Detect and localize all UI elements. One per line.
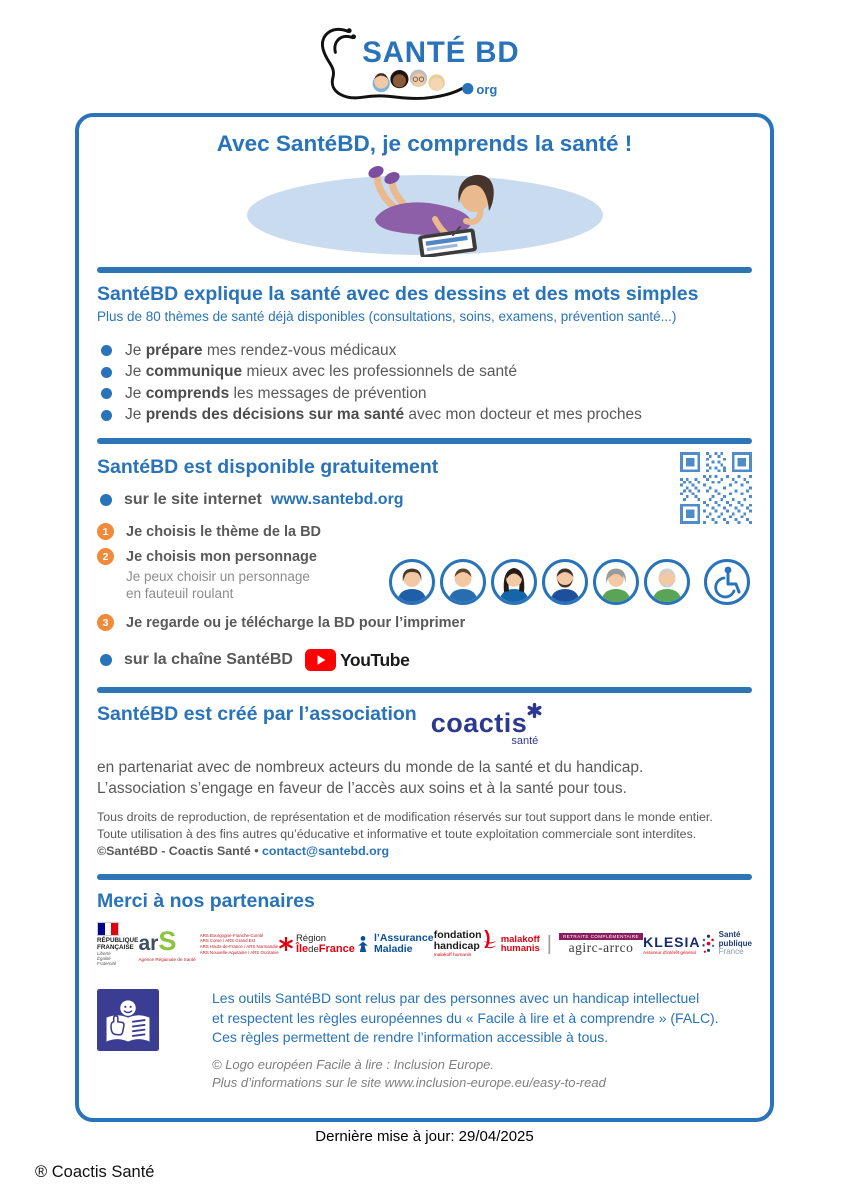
sante-publique-france-logo: Santé publique France <box>701 931 752 957</box>
section-divider <box>97 267 752 273</box>
fondation-handicap-logo: fondation handicap ) malakoff humanis <box>433 928 491 958</box>
contact-email-link[interactable]: contact@santebd.org <box>261 844 390 858</box>
youtube-wordmark: YouTube <box>339 649 410 670</box>
assurance-figure-icon <box>355 935 371 953</box>
coactis-sante-logo: coactis santé <box>431 703 543 747</box>
bullet-dot-icon <box>100 654 112 666</box>
bullet-dot-icon <box>101 367 112 378</box>
french-flag-icon <box>97 922 119 936</box>
falc-text-line: et respectent les règles européennes du « Facile à lire et à comprendre » (FALC). <box>212 1009 719 1026</box>
brand-text: SANTÉ BD <box>362 35 520 69</box>
falc-text-line: Les outils SantéBD sont relus par des personnes avec un handicap intellectuel <box>212 990 700 1006</box>
section-divider <box>97 874 752 880</box>
faces-illustration <box>373 70 445 93</box>
brand-tld: org <box>476 81 498 97</box>
wheelchair-icon <box>704 559 750 605</box>
step-note: Je peux choisir un personnage en fauteuil roulant <box>126 569 310 601</box>
avatar-girl-icon <box>389 559 435 605</box>
character-avatars <box>384 559 750 605</box>
republique-francaise-logo: RÉPUBLIQUE FRANÇAISE Liberté Égalité Fraternité <box>97 922 138 966</box>
hero-illustration <box>79 157 770 261</box>
section-partners <box>97 890 752 965</box>
falc-text-line: Ces règles permettent de rendre l’information accessible à tous. <box>212 1029 609 1045</box>
available-heading: SantéBD est disponible gratuitement <box>97 456 439 478</box>
created-heading: SantéBD est créé par l’association <box>97 703 417 725</box>
avatar-older-woman-icon <box>593 559 639 605</box>
step-number-badge: 1 <box>97 523 114 540</box>
spf-dots-icon <box>701 934 716 954</box>
section-created <box>97 703 752 860</box>
list-item: Je communique mieux avec les professionnels de santé <box>97 362 752 384</box>
section-divider <box>97 438 752 444</box>
avatar-woman-icon <box>491 559 537 605</box>
explain-subheading: Plus de 80 thèmes de santé déjà disponibles (consultations, soins, examens, prévention santé...) <box>97 309 677 324</box>
explain-heading: SantéBD explique la santé avec des dessins et des mots simples <box>97 283 699 305</box>
avatar-older-man-icon <box>644 559 690 605</box>
idf-star-icon <box>279 937 293 951</box>
website-label: sur le site internet <box>124 491 262 508</box>
main-frame <box>75 113 774 1122</box>
malakoff-humanis-agirc-arrco-logo: malakoff humanis | RETRAITE COMPLÉMENTAIRE agirc-arrco <box>482 933 643 956</box>
easy-to-read-logo <box>97 989 159 1092</box>
step-number-badge: 2 <box>97 548 114 565</box>
website-link[interactable]: www.santebd.org <box>270 491 404 508</box>
trademark-text: ® Coactis Santé <box>35 1163 155 1181</box>
section-available <box>97 456 752 671</box>
page-title: Avec SantéBD, je comprends la santé ! <box>216 131 633 156</box>
step-item: 2 Je choisis mon personnage <box>97 548 752 565</box>
list-item: Je prépare mes rendez-vous médicaux <box>97 340 752 362</box>
partners-heading: Merci à nos partenaires <box>97 890 315 912</box>
last-updated-text: Dernière mise à jour: 29/04/2025 <box>315 1128 534 1145</box>
avatar-boy-icon <box>440 559 486 605</box>
avatar-man-icon <box>542 559 588 605</box>
falc-block <box>97 989 752 1092</box>
step-item: 1 Je choisis le thème de la BD <box>97 523 752 540</box>
youtube-link[interactable] <box>305 649 409 671</box>
list-item: Je prends des décisions sur ma santé avec mon docteur et mes proches <box>97 405 752 427</box>
list-item: Je comprends les messages de prévention <box>97 383 752 405</box>
youtube-play-icon <box>305 649 336 671</box>
bullet-dot-icon <box>100 494 112 506</box>
bullet-dot-icon <box>101 410 112 421</box>
klesia-logo: KLESIA Assureur d’intérêt général <box>643 933 701 955</box>
santebd-logo <box>0 18 849 115</box>
step-item: 3 Je regarde ou je télécharge la BD pour l’imprimer <box>97 614 752 631</box>
bullet-dot-icon <box>101 388 112 399</box>
bullet-dot-icon <box>101 345 112 356</box>
section-divider <box>97 687 752 693</box>
partnership-paragraph: en partenariat avec de nombreux acteurs du monde de la santé et du handicap. L’association s’engage en faveur de l’accès aux soins et à la santé pour tous. <box>97 759 644 797</box>
ars-logo: arS Agence Régionale de Santé ARS Bourgogne-Franche-Comté ARS Corse / ARS Grand Est ARS Hauts-de-France / ARS Normandie ARS Nouvelle-Aquitaine / ARS Occitanie <box>138 926 279 962</box>
partner-logos-row <box>97 923 752 965</box>
coactis-flower-icon <box>527 703 542 718</box>
youtube-label: sur la chaîne SantéBD <box>124 651 293 668</box>
section-explain <box>97 283 752 426</box>
benefit-list <box>97 340 752 426</box>
assurance-maladie-logo: l’Assurance Maladie <box>355 933 434 955</box>
youtube-row <box>97 649 752 671</box>
qr-code-icon <box>680 452 752 524</box>
falc-credit: © Logo européen Facile à lire : Inclusion Europe. Plus d’informations sur le site www.inclusion-europe.eu/easy-to-read <box>212 1056 606 1090</box>
santebd-logo-icon <box>312 18 537 110</box>
website-row <box>97 491 752 509</box>
girl-with-tablet-icon <box>225 157 625 257</box>
legal-text: Tous droits de reproduction, de représentation et de modification réservés sur tout support dans le monde entier. Toute utilisation à des fins autres qu’éducative et informative et toute exploitation commerciale sont interdites. ©SantéBD - Coactis Santé • contact@santebd.org <box>97 810 713 858</box>
step-number-badge: 3 <box>97 614 114 631</box>
region-ile-de-france-logo: Région ÎledeFrance <box>279 934 355 955</box>
